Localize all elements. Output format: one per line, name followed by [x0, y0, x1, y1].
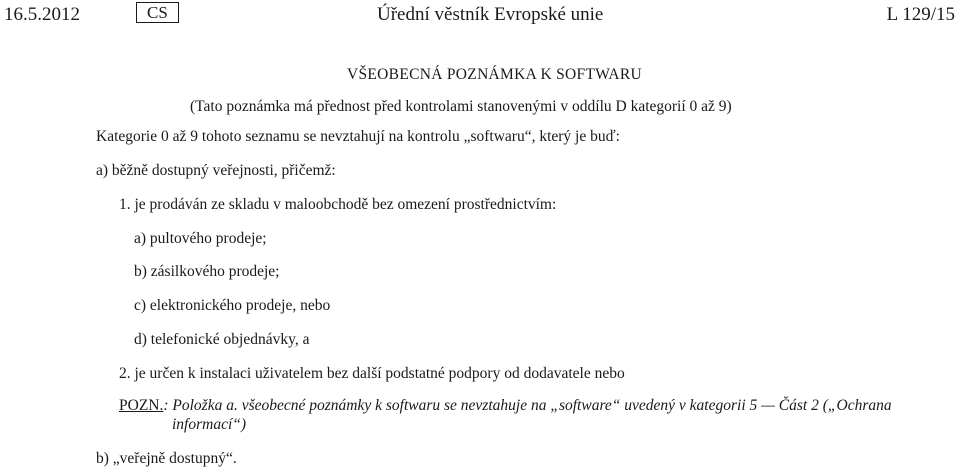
publication-date: 16.5.2012 — [4, 4, 80, 25]
note-text: : Položka a. všeobecné poznámky k softwaru se nevztahuje na „software“ uvedený v kategorii 5 — Část 2 („Ochrana — [163, 397, 892, 414]
sub-item-d: d) telefonické objednávky, a — [134, 331, 310, 348]
section-title: VŠEOBECNÁ POZNÁMKA K SOFTWARU — [347, 66, 643, 83]
item-b: b) „veřejně dostupný“. — [96, 450, 237, 467]
intro-paragraph: Kategorie 0 až 9 tohoto seznamu se nevztahují na kontrolu „softwaru“, který je buď: — [96, 128, 620, 145]
note-label: POZN. — [119, 397, 164, 414]
language-badge: CS — [136, 2, 179, 23]
item-2: 2. je určen k instalaci uživatelem bez další podstatné podpory od dodavatele nebo — [119, 365, 625, 382]
sub-item-c: c) elektronického prodeje, nebo — [134, 297, 331, 314]
item-1: 1. je prodáván ze skladu v maloobchodě bez omezení prostřednictvím: — [119, 196, 557, 213]
journal-title: Úřední věstník Evropské unie — [377, 4, 604, 25]
page-reference: L 129/15 — [886, 4, 955, 25]
sub-item-a: a) pultového prodeje; — [134, 230, 267, 247]
note-line-1 — [119, 397, 892, 415]
sub-item-b: b) zásilkového prodeje; — [134, 263, 280, 280]
item-a: a) běžně dostupný veřejnosti, přičemž: — [96, 162, 336, 179]
section-subtitle: (Tato poznámka má přednost před kontrolami stanovenými v oddílu D kategorií 0 až 9) — [190, 98, 732, 115]
note-line-2: informací“) — [172, 416, 247, 433]
